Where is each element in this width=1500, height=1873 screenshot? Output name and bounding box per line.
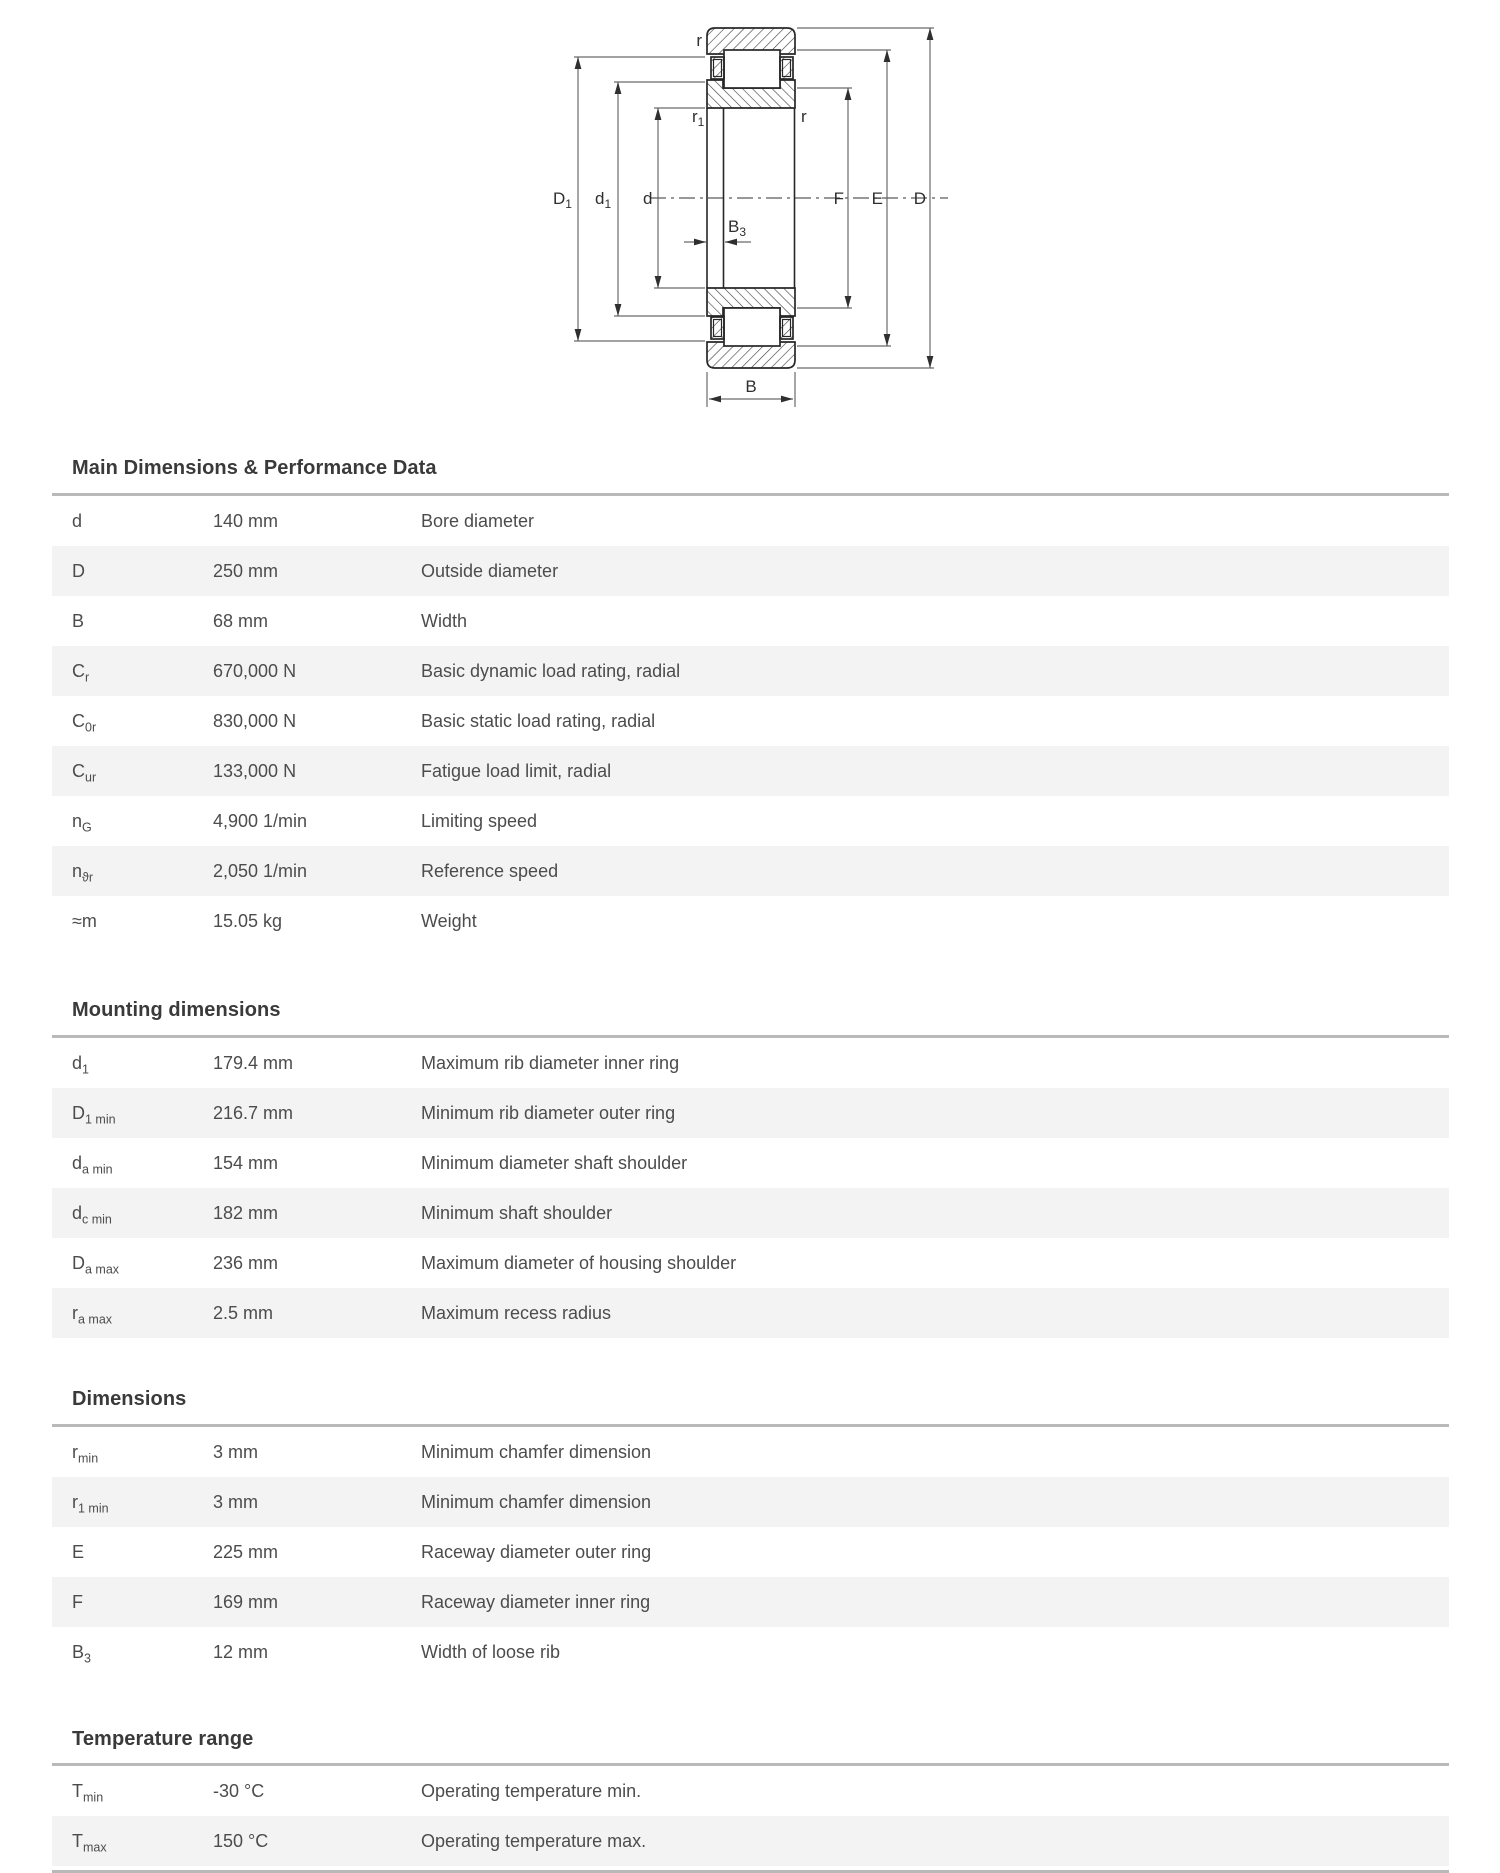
row-value: 670,000 N <box>213 660 297 681</box>
row-symbol: D <box>72 560 85 581</box>
table-row <box>52 1238 1449 1288</box>
table-row <box>52 646 1449 696</box>
row-symbol: $D_{a max}$ <box>72 1252 120 1277</box>
table-row <box>52 546 1449 596</box>
row-value: 3 mm <box>213 1441 258 1462</box>
row-symbol: $d_1$ <box>72 1052 89 1077</box>
row-value: 236 mm <box>213 1252 279 1273</box>
row-symbol: $T_{min}$ <box>72 1780 104 1805</box>
mounting-dimensions-table <box>52 1035 1449 1338</box>
row-description: Minimum diameter shaft shoulder <box>421 1152 688 1173</box>
table-row <box>52 1088 1449 1138</box>
row-value: 169 mm <box>213 1591 279 1612</box>
row-description: Fatigue load limit, radial <box>421 760 612 781</box>
row-symbol: E <box>72 1541 85 1562</box>
row-description: Width <box>421 610 468 631</box>
row-value: -30 °C <box>213 1780 265 1801</box>
row-symbol: $D_{1 min}$ <box>72 1102 116 1127</box>
row-symbol: d <box>72 510 83 531</box>
row-description: Maximum rib diameter inner ring <box>421 1052 680 1073</box>
row-description: Raceway diameter inner ring <box>421 1591 651 1612</box>
bearing-top-section <box>707 28 795 108</box>
row-value: 154 mm <box>213 1152 279 1173</box>
table-row <box>52 1527 1449 1577</box>
row-value: 830,000 N <box>213 710 297 731</box>
table-row <box>52 1188 1449 1238</box>
row-value: 4,900 1/min <box>213 810 308 831</box>
row-value: 250 mm <box>213 560 279 581</box>
row-description: Limiting speed <box>421 810 538 831</box>
table-row <box>52 746 1449 796</box>
row-description: Minimum chamfer dimension <box>421 1441 652 1462</box>
temperature-range-table <box>52 1763 1449 1866</box>
table-row <box>52 896 1449 946</box>
row-symbol: $C_r$ <box>72 660 90 685</box>
table-row <box>52 1477 1449 1527</box>
row-description: Minimum shaft shoulder <box>421 1202 613 1223</box>
label-B: B <box>745 377 757 396</box>
row-description: Basic dynamic load rating, radial <box>421 660 681 681</box>
table-row <box>52 496 1449 546</box>
main-dimensions-table <box>52 493 1449 946</box>
label-r-top: r <box>696 31 702 50</box>
section-title-mounting-dimensions: Mounting dimensions <box>72 999 281 1021</box>
section-title-main-dimensions: Main Dimensions & Performance Data <box>72 457 437 479</box>
table-row <box>52 846 1449 896</box>
row-value: 182 mm <box>213 1202 279 1223</box>
row-symbol: $r_{a max}$ <box>72 1302 113 1327</box>
row-value: 12 mm <box>213 1641 269 1662</box>
row-value: 225 mm <box>213 1541 279 1562</box>
row-description: Minimum chamfer dimension <box>421 1491 652 1512</box>
row-symbol: $d_{a min}$ <box>72 1152 113 1177</box>
label-F: F <box>833 189 844 208</box>
row-symbol: $r_{1 min}$ <box>72 1491 109 1516</box>
row-description: Outside diameter <box>421 560 559 581</box>
section-title-temperature-range: Temperature range <box>72 1728 254 1750</box>
row-symbol: $n_G$ <box>72 810 92 835</box>
table-row <box>52 1627 1449 1677</box>
row-description: Raceway diameter outer ring <box>421 1541 652 1562</box>
row-description: Weight <box>421 910 477 931</box>
row-value: 179.4 mm <box>213 1052 294 1073</box>
row-value: 15.05 kg <box>213 910 283 931</box>
table-row <box>52 796 1449 846</box>
row-symbol: $T_{max}$ <box>72 1830 107 1855</box>
label-B3: $B_3$ <box>728 217 747 239</box>
row-description: Reference speed <box>421 860 559 881</box>
table-row <box>52 596 1449 646</box>
row-description: Basic static load rating, radial <box>421 710 656 731</box>
label-D1: $D_1$ <box>553 189 572 211</box>
bearing-bottom-section <box>707 288 795 368</box>
table-row <box>52 1427 1449 1477</box>
row-value: 2,050 1/min <box>213 860 308 881</box>
row-value: 150 °C <box>213 1830 269 1851</box>
row-description: Maximum diameter of housing shoulder <box>421 1252 737 1273</box>
row-value: 3 mm <box>213 1491 258 1512</box>
table-row <box>52 1816 1449 1866</box>
row-description: Minimum rib diameter outer ring <box>421 1102 676 1123</box>
label-r-right: r <box>801 107 807 126</box>
table-row <box>52 1766 1449 1816</box>
row-symbol: B <box>72 610 85 631</box>
table-row <box>52 1138 1449 1188</box>
row-value: 140 mm <box>213 510 279 531</box>
table-row <box>52 1577 1449 1627</box>
row-symbol: $n_{ϑr}$ <box>72 860 94 885</box>
label-d1: $d_1$ <box>595 189 612 211</box>
row-symbol: ≈m <box>72 910 97 931</box>
row-value: 68 mm <box>213 610 269 631</box>
row-value: 133,000 N <box>213 760 297 781</box>
row-value: 216.7 mm <box>213 1102 294 1123</box>
section-title-dimensions: Dimensions <box>72 1388 187 1410</box>
table-row <box>52 696 1449 746</box>
table-row <box>52 1288 1449 1338</box>
dimensions-table <box>52 1424 1449 1677</box>
row-symbol: $r_{min}$ <box>72 1441 99 1466</box>
row-symbol: F <box>72 1591 83 1612</box>
row-symbol: $C_{0r}$ <box>72 710 97 735</box>
row-value: 2.5 mm <box>213 1302 274 1323</box>
label-d: d <box>643 189 653 208</box>
row-description: Bore diameter <box>421 510 535 531</box>
label-r1: $r_1$ <box>692 107 705 129</box>
row-description: Width of loose rib <box>421 1641 561 1662</box>
row-description: Operating temperature max. <box>421 1830 647 1851</box>
label-D: D <box>913 189 926 208</box>
table-row <box>52 1038 1449 1088</box>
label-E: E <box>871 189 883 208</box>
row-description: Maximum recess radius <box>421 1302 612 1323</box>
row-symbol: $B_3$ <box>72 1641 91 1666</box>
row-description: Operating temperature min. <box>421 1780 642 1801</box>
bearing-cross-section-drawing <box>0 0 1500 420</box>
row-symbol: $C_{ur}$ <box>72 760 97 785</box>
row-symbol: $d_{c min}$ <box>72 1202 112 1227</box>
